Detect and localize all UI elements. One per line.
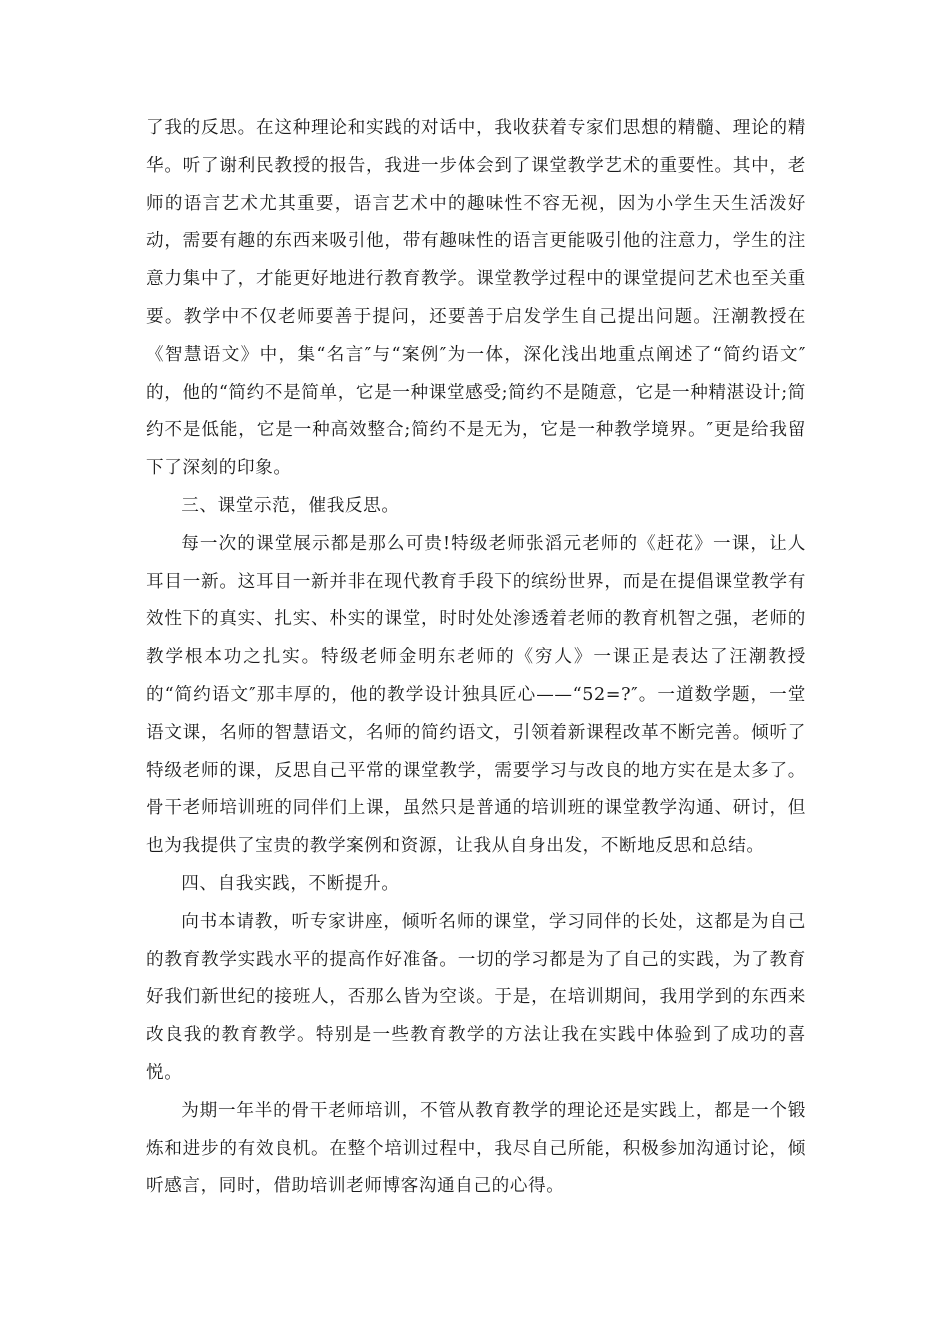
body-paragraph-classroom-demo: 每一次的课堂展示都是那么可贵!特级老师张滔元老师的《赶花》一课，让人耳目一新。这耳目一新并非在现代教育手段下的缤纷世界，而是在提倡课堂教学有效性下的真实、扎实、朴实的课堂，时时处处渗透着老师的教育机智之强，老师的教学根本功之扎实。特级老师金明东老师的《穷人》一课正是表达了汪潮教授的“简约语文″那丰厚的，他的教学设计独具匠心——“52=?″。一道数学题，一堂语文课，名师的智慧语文，名师的简约语文，引领着新课程改革不断完善。倾听了特级老师的课，反思自己平常的课堂教学，需要学习与改良的地方实在是太多了。骨干老师培训班的同伴们上课，虽然只是普通的培训班的课堂教学沟通、研讨，但也为我提供了宝贵的教学案例和资源，让我从自身出发，不断地反思和总结。 xyxy=(146,533,806,857)
document-body xyxy=(146,110,806,1206)
body-paragraph-continuation: 了我的反思。在这种理论和实践的对话中，我收获着专家们思想的精髓、理论的精华。听了谢利民教授的报告，我进一步体会到了课堂教学艺术的重要性。其中，老师的语言艺术尤其重要，语言艺术中的趣味性不容无视，因为小学生天生活泼好动，需要有趣的东西来吸引他，带有趣味性的语言更能吸引他的注意力，学生的注意力集中了，才能更好地进行教育教学。课堂教学过程中的课堂提问艺术也至关重要。教学中不仅老师要善于提问，还要善于启发学生自己提出问题。汪潮教授在《智慧语文》中，集“名言″与“案例″为一体，深化浅出地重点阐述了“简约语文″的，他的“简约不是简单，它是一种课堂感受;简约不是随意，它是一种精湛设计;简约不是低能，它是一种高效整合;简约不是无为，它是一种教学境界。″更是给我留下了深刻的印象。 xyxy=(146,118,806,479)
body-paragraph-self-practice: 向书本请教，听专家讲座，倾听名师的课堂，学习同伴的长处，这都是为自己的教育教学实践水平的提高作好准备。一切的学习都是为了自己的实践，为了教育好我们新世纪的接班人，否那么皆为空谈。于是，在培训期间，我用学到的东西来改良我的教育教学。特别是一些教育教学的方法让我在实践中体验到了成功的喜悦。 xyxy=(146,911,806,1083)
body-paragraph-conclusion: 为期一年半的骨干老师培训，不管从教育教学的理论还是实践上，都是一个锻炼和进步的有效良机。在整个培训过程中，我尽自己所能，积极参加沟通讨论，倾听感言，同时，借助培训老师博客沟通自己的心得。 xyxy=(146,1100,806,1197)
section-heading-4: 四、自我实践，不断提升。 xyxy=(181,873,400,894)
section-heading-3: 三、课堂示范，催我反思。 xyxy=(181,495,400,516)
